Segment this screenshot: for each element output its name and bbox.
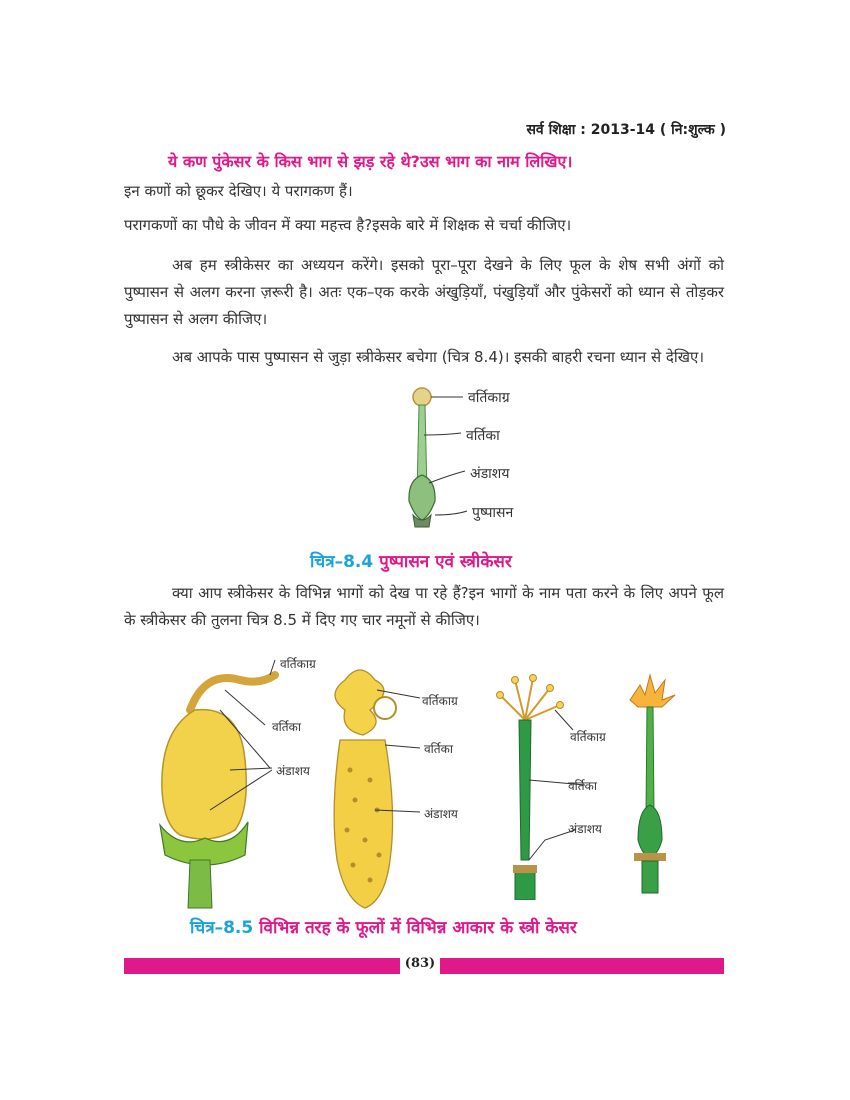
spec3-label-style: वर्तिका: [568, 779, 597, 793]
label-style: वर्तिका: [466, 428, 500, 444]
spec1-label-stigma: वर्तिकाग्र: [280, 657, 316, 671]
figure-8-5-caption: [190, 915, 577, 938]
paragraph-4: अब आपके पास पुष्पासन से जुड़ा स्त्रीकेसर बचेगा (चित्र 8.4)। इसकी बाहरी रचना ध्यान से देखिए।: [172, 348, 705, 366]
spec3-label-stigma: वर्तिकाग्र: [570, 730, 606, 744]
paragraph-5: क्या आप स्त्रीकेसर के विभिन्न भागों को देख पा रहे हैं?इन भागों के नाम पता करने के लिए अपने फूल के स्त्रीकेसर की तुलना चित्र 8.5 में दिए गए चार नमूनों से कीजिए।: [124, 584, 724, 629]
footer-bar-right: [440, 958, 724, 974]
pistil-specimen-1: [150, 650, 300, 910]
question-heading: ये कण पुंकेसर के किस भाग से झड़ रहे थे?उस भाग का नाम लिखिए।: [168, 152, 573, 171]
pistil-specimen-4: [620, 665, 680, 895]
label-stigma: वर्तिकाग्र: [468, 390, 510, 406]
spec2-label-style: वर्तिका: [424, 742, 453, 756]
label-ovary: अंडाशय: [470, 466, 510, 482]
paragraph-3: अब हम स्त्रीकेसर का अध्ययन करेंगे। इसको पूरा–पूरा देखने के लिए फूल के शेष सभी अंगों को पुष्पासन से अलग करना ज़रूरी है। अतः एक–एक करके अंखुड़ियाँ, पंखुड़ियाँ और पुंकेसरों को ध्यान से तोड़कर पुष्पासन से अलग कीजिए।: [124, 256, 724, 328]
spec2-label-stigma: वर्तिकाग्र: [422, 694, 458, 708]
spec3-label-ovary: अंडाशय: [568, 822, 602, 836]
pistil-specimen-2: [315, 660, 425, 910]
page-number: (83): [404, 956, 436, 971]
page-header: सर्व शिक्षा : 2013-14 ( नि:शुल्क ): [526, 122, 726, 138]
spec1-label-ovary: अंडाशय: [276, 764, 310, 778]
figure-8-5-number: चित्र–8.5: [190, 918, 254, 938]
paragraph-1: इन कणों को छूकर देखिए। ये परागकण हैं।: [124, 182, 353, 200]
pistil-illustration: [409, 388, 435, 527]
spec2-label-ovary: अंडाशय: [424, 807, 458, 821]
spec1-label-style: वर्तिका: [272, 720, 301, 734]
paragraph-2: परागकणों का पौधे के जीवन में क्या महत्त्व है?इसके बारे में शिक्षक से चर्चा कीजिए।: [124, 216, 572, 234]
figure-8-4-title: पुष्पासन एवं स्त्रीकेसर: [379, 552, 512, 572]
label-thalamus: पुष्पासन: [472, 505, 514, 521]
footer-bar-left: [124, 958, 400, 974]
figure-8-5-title: विभिन्न तरह के फूलों में विभिन्न आकार के स्त्री केसर: [259, 918, 577, 938]
figure-8-4-caption: [310, 549, 512, 572]
figure-8-4-number: चित्र–8.4: [310, 552, 374, 572]
